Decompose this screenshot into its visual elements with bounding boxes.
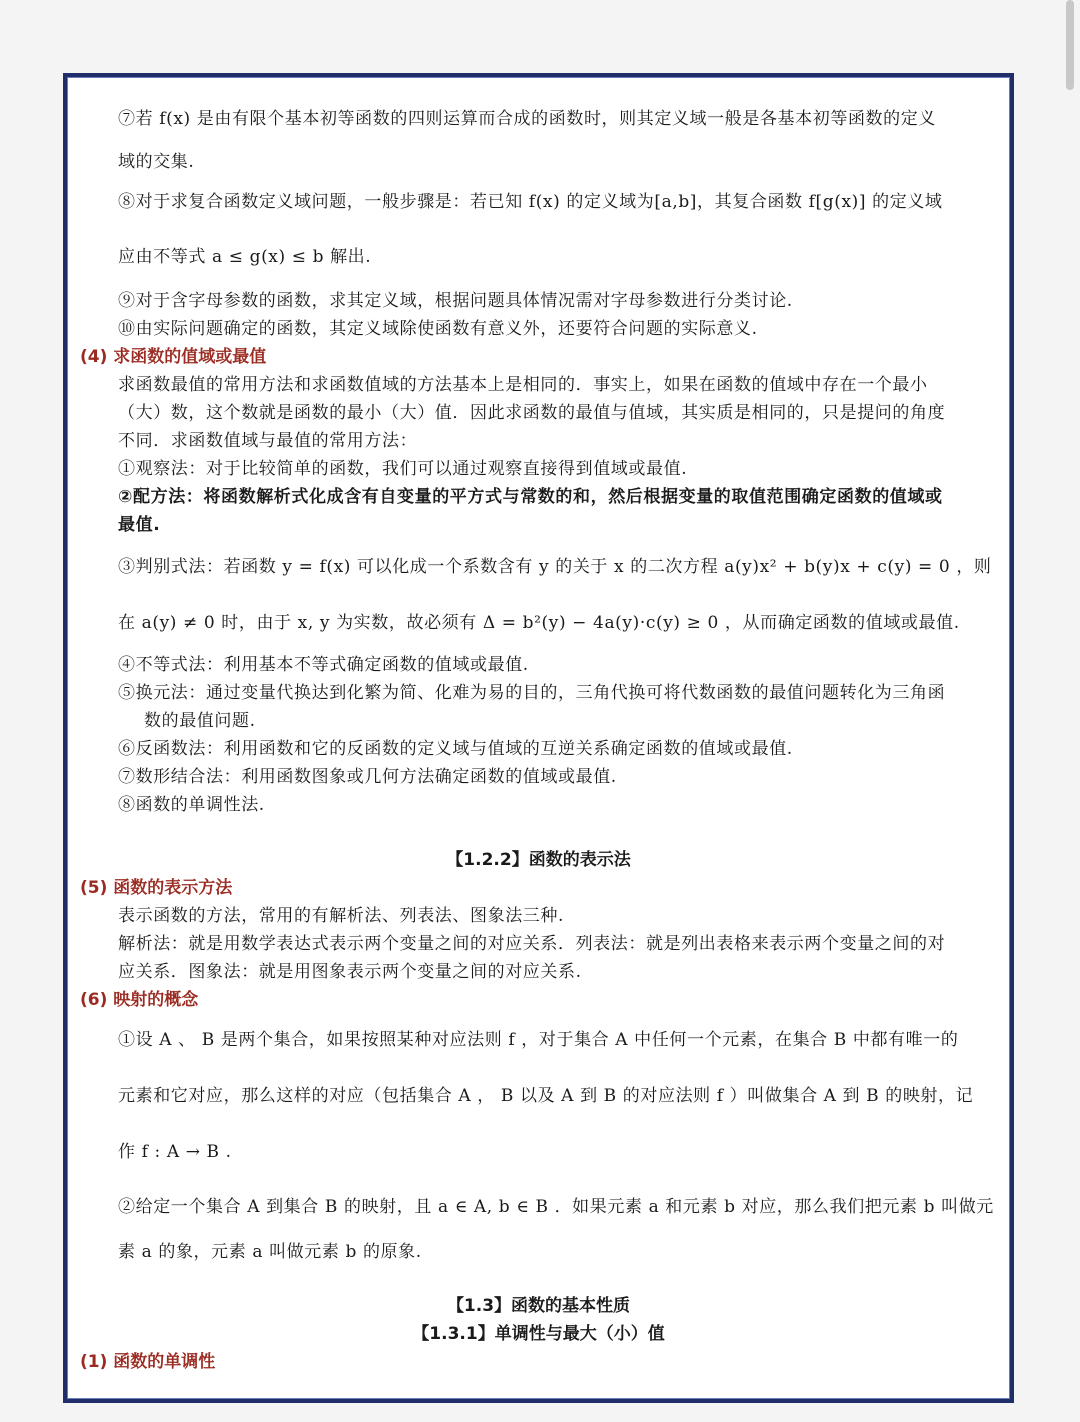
document-page [67,77,1010,1399]
method5-line1: ⑤换元法：通过变量代换达到化繁为简、化难为易的目的，三角代换可将代数函数的最值问题转化为三角函 [118,683,946,703]
method3-line1: ③判别式法：若函数 y = f(x) 可以化成一个系数含有 y 的关于 x 的二次方程 a(y)x² + b(y)x + c(y) = 0 ，则 [118,557,992,577]
sec4-para-line1: 求函数最值的常用方法和求函数值域的方法基本上是相同的．事实上，如果在函数的值域中存在一个最小 [118,375,928,395]
item7-line2: 域的交集. [118,152,195,172]
item9: ⑨对于含字母参数的函数，求其定义域，根据问题具体情况需对字母参数进行分类讨论. [118,291,793,311]
sec6-para-line1: ①设 A 、 B 是两个集合，如果按照某种对应法则 f ，对于集合 A 中任何一个元素，在集合 B 中都有唯一的 [118,1030,959,1050]
sec4-para-line3: 不同．求函数值域与最值的常用方法： [118,431,418,451]
sec5-para-line2: 解析法：就是用数学表达式表示两个变量之间的对应关系．列表法：就是列出表格来表示两个变量之间的对 [118,934,946,954]
document-frame [63,73,1014,1403]
heading-1-2-2: 【1.2.2】函数的表示法 [446,850,631,870]
item10: ⑩由实际问题确定的函数，其定义域除使函数有意义外，还要符合问题的实际意义. [118,319,758,339]
section-5-heading: (5) 函数的表示方法 [80,878,233,898]
method2-line1: ②配方法：将函数解析式化成含有自变量的平方式与常数的和，然后根据变量的取值范围确定函数的值域或 [118,487,943,507]
heading-1-3-1: 【1.3.1】单调性与最大（小）值 [412,1324,665,1344]
method3-line2: 在 a(y) ≠ 0 时，由于 x, y 为实数，故必须有 Δ = b²(y) − 4a(y)·c(y) ≥ 0 ，从而确定函数的值域或最值. [118,613,960,633]
item7-line1: ⑦若 f(x) 是由有限个基本初等函数的四则运算而合成的函数时，则其定义域一般是各基本初等函数的定义 [118,109,936,129]
section-6-heading: (6) 映射的概念 [80,990,199,1010]
method6: ⑥反函数法：利用函数和它的反函数的定义域与值域的互逆关系确定函数的值域或最值. [118,739,793,759]
sec4-para-line2: （大）数，这个数就是函数的最小（大）值．因此求函数的最值与值域，其实质是相同的，只是提问的角度 [118,403,946,423]
section-1-heading: (1) 函数的单调性 [80,1352,216,1372]
item8-line1: ⑧对于求复合函数定义域问题，一般步骤是：若已知 f(x) 的定义域为[a,b]，其复合函数 f[g(x)] 的定义域 [118,192,943,212]
sec5-para-line1: 表示函数的方法，常用的有解析法、列表法、图象法三种. [118,906,565,926]
sec6-para-line2: 元素和它对应，那么这样的对应（包括集合 A ， B 以及 A 到 B 的对应法则 f ）叫做集合 A 到 B 的映射，记 [118,1086,974,1106]
method2-line2: 最值. [118,515,161,535]
method8: ⑧函数的单调性法. [118,795,265,815]
sec6-para-line3: 作 f : A → B . [118,1142,232,1162]
method4: ④不等式法：利用基本不等式确定函数的值域或最值. [118,655,529,675]
sec6-para-line5: 素 a 的象，元素 a 叫做元素 b 的原象. [118,1242,422,1262]
method1: ①观察法：对于比较简单的函数，我们可以通过观察直接得到值域或最值. [118,459,688,479]
heading-1-3: 【1.3】函数的基本性质 [446,1296,631,1316]
item8-line2: 应由不等式 a ≤ g(x) ≤ b 解出. [118,247,372,267]
sec5-para-line3: 应关系．图象法：就是用图象表示两个变量之间的对应关系. [118,962,582,982]
sec6-para-line4: ②给定一个集合 A 到集合 B 的映射，且 a ∈ A, b ∈ B ．如果元素 a 和元素 b 对应，那么我们把元素 b 叫做元 [118,1197,994,1217]
section-4-heading: (4) 求函数的值域或最值 [80,347,267,367]
method7: ⑦数形结合法：利用函数图象或几何方法确定函数的值域或最值. [118,767,617,787]
method5-line2: 数的最值问题. [144,711,256,731]
page-scrollbar[interactable] [1066,0,1074,90]
